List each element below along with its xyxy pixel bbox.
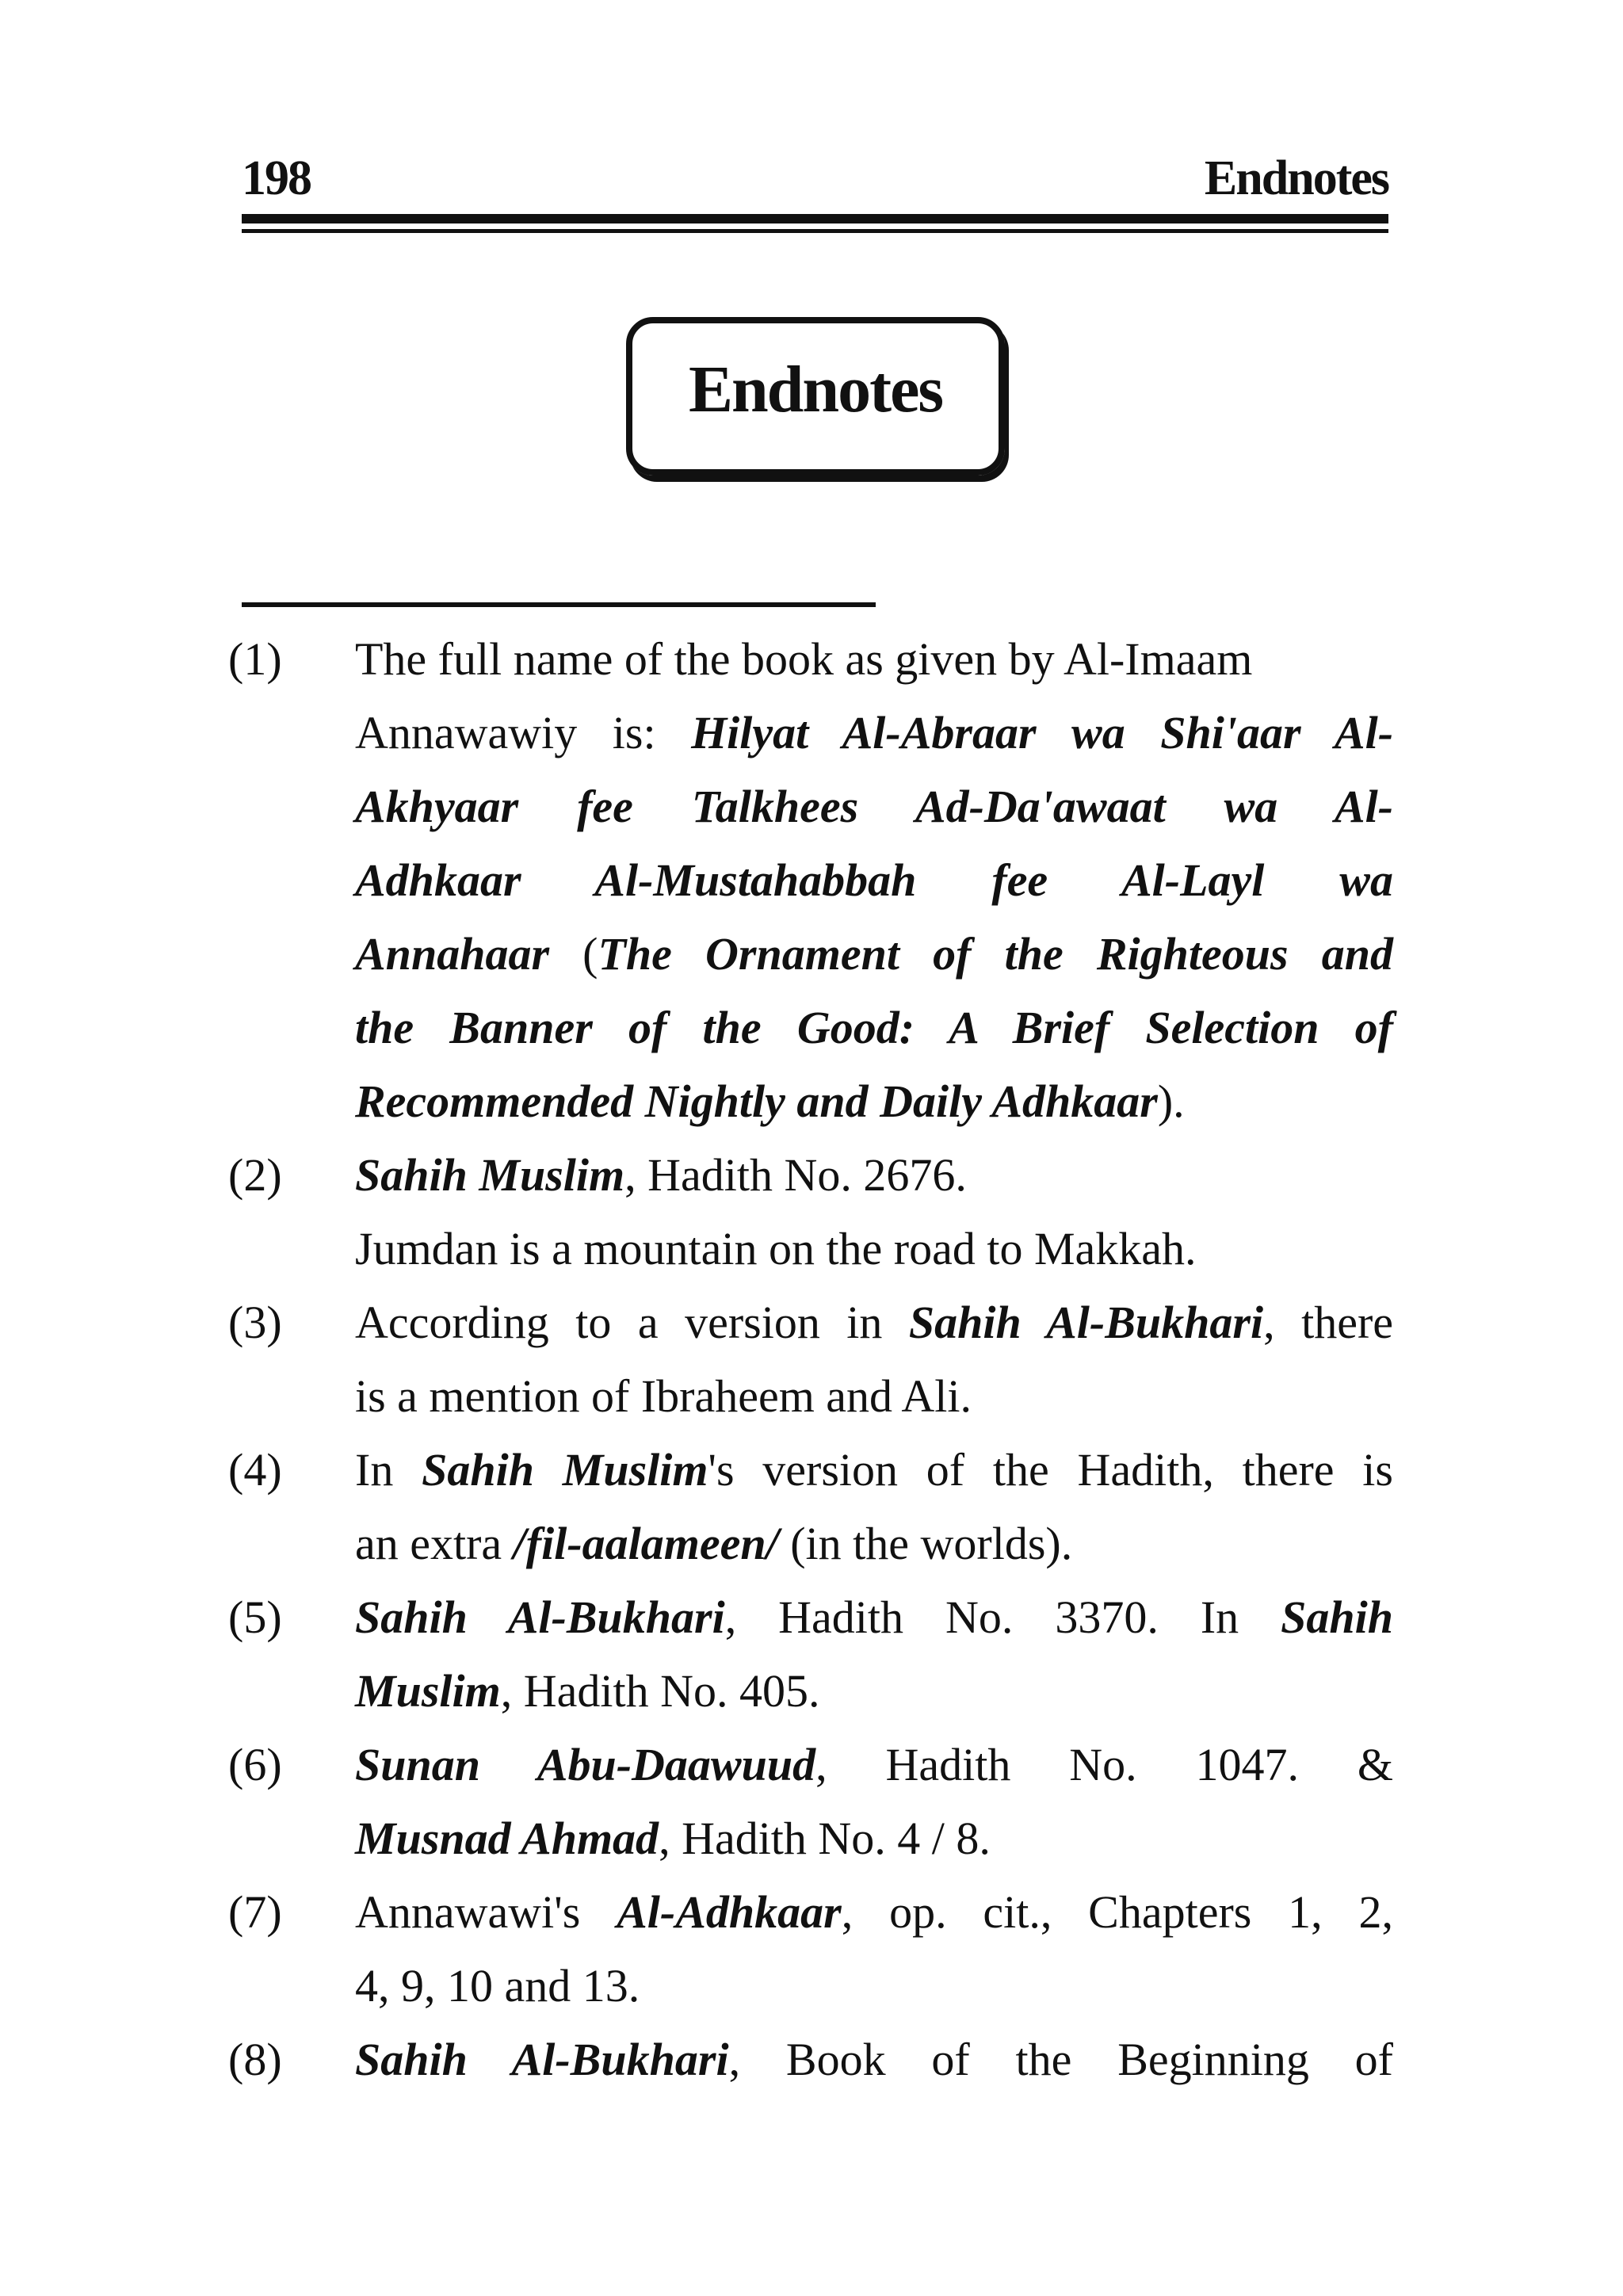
endnote-item <box>228 2023 1393 2096</box>
section-title: Endnotes <box>688 352 943 426</box>
italic-title-text: Muslim <box>355 1665 501 1717</box>
italic-title-text: Musnad Ahmad <box>355 1813 659 1864</box>
body-text: , there <box>1263 1297 1394 1348</box>
italic-title-text: /fil-aalameen/ <box>513 1518 779 1569</box>
endnote-text <box>355 1728 1393 1875</box>
body-text: (in the worlds). <box>778 1518 1073 1569</box>
body-text: , Hadith No. 1047. & <box>815 1739 1394 1790</box>
italic-title-text: Sahih Al-Bukhari <box>355 1591 725 1643</box>
italic-title-text: The Ornament of the Righteous and <box>598 928 1393 980</box>
endnote-line <box>355 1507 1393 1580</box>
body-text: , op. cit., Chapters 1, 2, <box>841 1886 1393 1938</box>
endnote-number: (8) <box>228 2034 282 2085</box>
endnote-line <box>355 1801 1393 1875</box>
endnote-line <box>355 1064 1393 1138</box>
endnote-line <box>355 1433 1393 1507</box>
italic-title-text: Sahih Muslim <box>355 1149 625 1201</box>
italic-title-text: Annahaar <box>355 928 550 980</box>
header-rule-thin <box>242 229 1388 233</box>
endnote-text <box>355 622 1393 1138</box>
italic-title-text: Adhkaar Al-Mustahabbah fee Al-Layl wa <box>355 854 1393 906</box>
endnote-item <box>228 1138 1393 1286</box>
endnote-item <box>228 1875 1393 2023</box>
endnote-text <box>355 1286 1393 1433</box>
endnote-line <box>355 917 1393 991</box>
endnote-line <box>355 1580 1393 1654</box>
endnote-number: (7) <box>228 1886 282 1938</box>
italic-title-text: Sahih <box>1281 1591 1393 1643</box>
endnote-line <box>355 1949 1393 2023</box>
endnote-item <box>228 1433 1393 1580</box>
endnotes-separator-rule <box>242 602 876 607</box>
header-rule-thick <box>242 214 1388 223</box>
endnote-text <box>355 2023 1393 2096</box>
endnote-line <box>355 1875 1393 1949</box>
body-text: , Book of the Beginning of <box>728 2034 1393 2085</box>
body-text: Jumdan is a mountain on the road to Makkah. <box>355 1223 1197 1274</box>
endnote-line <box>355 843 1393 917</box>
endnote-item <box>228 622 1393 1138</box>
body-text: ( <box>549 928 598 980</box>
endnotes-list <box>228 622 1393 2096</box>
running-header-title: Endnotes <box>1204 151 1388 205</box>
endnote-text <box>355 1433 1393 1580</box>
italic-title-text: Sahih Al-Bukhari <box>908 1297 1264 1348</box>
endnote-text <box>355 1580 1393 1728</box>
body-text: , Hadith No. 2676. <box>624 1149 967 1201</box>
endnote-number: (5) <box>228 1591 282 1643</box>
endnote-line <box>355 770 1393 843</box>
italic-title-text: Hilyat Al-Abraar wa Shi'aar Al- <box>691 707 1394 758</box>
body-text: Annawawiy is: <box>355 707 692 758</box>
body-text: According to a version in <box>355 1297 909 1348</box>
endnote-number: (1) <box>228 633 282 685</box>
body-text: The full name of the book as given by Al-Imaam <box>355 633 1253 685</box>
endnote-number: (6) <box>228 1739 282 1790</box>
italic-title-text: the Banner of the Good: A Brief Selection of <box>355 1002 1393 1053</box>
section-title-box <box>626 317 1005 476</box>
body-text: 's version of the Hadith, there is <box>708 1444 1393 1496</box>
endnote-number: (4) <box>228 1444 282 1496</box>
italic-title-text: Al-Adhkaar <box>617 1886 842 1938</box>
body-text: 4, 9, 10 and 13. <box>355 1960 640 2011</box>
italic-title-text: Recommended Nightly and Daily Adhkaar <box>355 1075 1158 1127</box>
endnote-text <box>355 1875 1393 2023</box>
italic-title-text: Sunan Abu-Daawuud <box>355 1739 816 1790</box>
endnote-line <box>355 1212 1393 1286</box>
endnote-text <box>355 1138 1393 1286</box>
endnote-line <box>355 1359 1393 1433</box>
endnote-line <box>355 1286 1393 1359</box>
body-text: an extra <box>355 1518 514 1569</box>
italic-title-text: Sahih Al-Bukhari <box>355 2034 729 2085</box>
endnote-line <box>355 1654 1393 1728</box>
body-text: , Hadith No. 3370. In <box>724 1591 1281 1643</box>
endnote-number: (3) <box>228 1297 282 1348</box>
body-text: , Hadith No. 405. <box>500 1665 820 1717</box>
endnote-line <box>355 696 1393 770</box>
endnote-item <box>228 1728 1393 1875</box>
italic-title-text: Sahih Muslim <box>422 1444 708 1496</box>
body-text: In <box>355 1444 422 1496</box>
body-text: is a mention of Ibraheem and Ali. <box>355 1370 972 1422</box>
italic-title-text: Akhyaar fee Talkhees Ad-Da'awaat wa Al- <box>355 781 1393 832</box>
endnote-line <box>355 991 1393 1064</box>
endnote-item <box>228 1580 1393 1728</box>
endnote-line <box>355 2023 1393 2096</box>
endnote-line <box>355 1728 1393 1801</box>
endnote-line <box>355 1138 1393 1212</box>
endnote-item <box>228 1286 1393 1433</box>
body-text: ). <box>1157 1075 1185 1127</box>
body-text: Annawawi's <box>355 1886 617 1938</box>
running-header <box>242 151 1388 206</box>
body-text: , Hadith No. 4 / 8. <box>659 1813 991 1864</box>
page-number: 198 <box>242 151 311 205</box>
endnote-number: (2) <box>228 1149 282 1201</box>
endnote-line <box>355 622 1393 696</box>
